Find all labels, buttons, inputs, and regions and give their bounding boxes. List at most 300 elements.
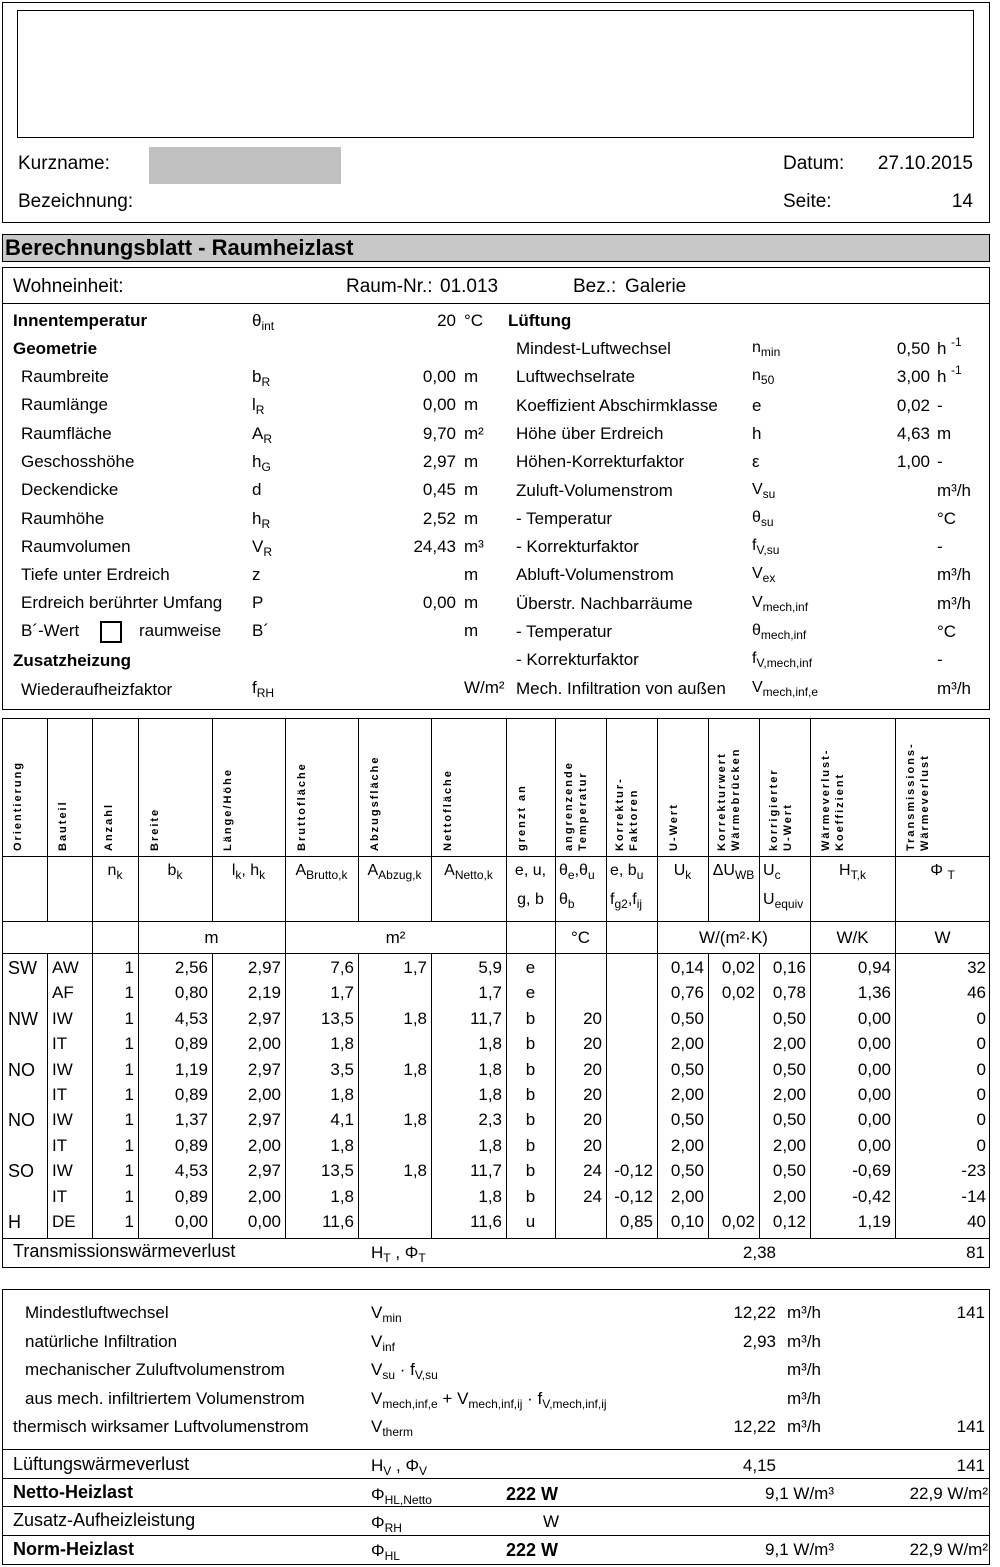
table-cell: 0,00: [857, 1135, 891, 1155]
param-symbol: $V_R$: [252, 536, 273, 559]
table-cell: 1: [124, 1212, 134, 1231]
innentemp-value: 20: [437, 311, 456, 330]
table-cell: 1,8: [403, 1161, 427, 1181]
vent-row-label: natürliche Infiltration: [25, 1331, 178, 1351]
kurzname-label: Kurzname:: [18, 153, 110, 174]
table-cell: 0,00: [857, 1059, 891, 1079]
table-cell: 0,12: [772, 1212, 806, 1231]
column-symbol: g, b: [517, 891, 544, 908]
vent-param-unit: °C: [937, 622, 957, 641]
vent-row-unit: m³/h: [787, 1388, 821, 1408]
column-header: Abzugsfläche: [369, 755, 381, 851]
column-unit: W/K: [836, 928, 869, 947]
vent-param-symbol: $V_{ex}$: [752, 565, 776, 586]
table-cell: 1,7: [330, 983, 354, 1003]
vent-param-unit: -: [937, 452, 943, 472]
table-cell: 1,8: [478, 1034, 502, 1054]
vent-param-symbol: $\theta_{mech,inf}$: [752, 622, 807, 642]
bauteil-cell: IW: [52, 1008, 73, 1028]
param-label: Raumhöhe: [21, 508, 105, 528]
table-cell: u: [525, 1212, 536, 1231]
vent-param-symbol: ε: [752, 452, 760, 472]
vent-row-symbol: $V_{mech,inf,e} + V_{mech,inf,ij} \cdot f_{V,mech,inf,ij}$: [371, 1388, 607, 1411]
vent-row-watt: 141: [956, 1303, 985, 1322]
vent-param-label: - Korrekturfaktor: [516, 650, 639, 670]
netto-m2: 22,9 W/m²: [909, 1484, 988, 1503]
table-cell: b: [525, 1161, 536, 1181]
raumweise-checkbox[interactable]: [100, 621, 122, 643]
table-cell: 0,00: [857, 1008, 891, 1028]
vent-param-symbol: $n_{min}$: [752, 339, 781, 359]
bauteil-cell: IW: [52, 1059, 73, 1079]
table-cell: 0,02: [721, 983, 755, 1003]
table-cell: 1,8: [330, 1085, 354, 1104]
table-cell: 0,50: [772, 1110, 806, 1130]
table-cell: 1,36: [857, 983, 891, 1003]
table-col-line: [358, 953, 359, 1238]
table-cell: 0,00: [857, 1034, 891, 1054]
table-cell: 2,00: [670, 1034, 704, 1054]
innentemp-label: Innentemperatur: [13, 311, 148, 330]
param-label: Geschosshöhe: [21, 451, 135, 471]
column-header: Breite: [149, 807, 161, 851]
wiederauf-label: Wiederaufheizfaktor: [21, 680, 173, 699]
param-value: 2,52: [422, 508, 456, 528]
orientation-cell: SO: [8, 1161, 35, 1182]
table-cell: 2,00: [670, 1186, 704, 1206]
trans-ht: 2,38: [742, 1243, 776, 1262]
netto-sym: $\Phi_{HL,Netto}$: [371, 1485, 432, 1507]
vent-param-label: Mindest-Luftwechsel: [516, 339, 671, 358]
table-col-line: [606, 718, 607, 921]
table-col-line: [92, 921, 93, 953]
vent-param-unit: h: [937, 339, 947, 358]
vent-param-label: - Korrekturfaktor: [516, 537, 639, 557]
column-header: Wärmeverlust: [919, 754, 931, 851]
bauteil-cell: DE: [52, 1212, 76, 1231]
param-symbol: P: [252, 593, 264, 613]
table-cell: 2,00: [247, 1135, 281, 1155]
seite-label: Seite:: [783, 191, 832, 212]
table-cell: 0,02: [721, 1212, 755, 1231]
orientation-cell: NW: [8, 1008, 38, 1029]
vent-row-label: thermisch wirksamer Luftvolumenstrom: [13, 1417, 309, 1436]
table-cell: 1,8: [403, 1008, 427, 1028]
table-cell: 11,7: [470, 1161, 502, 1181]
table-cell: 0,85: [619, 1212, 653, 1231]
table-cell: 2,97: [247, 1059, 281, 1079]
vent-param-unit: -: [937, 537, 943, 557]
column-symbol: $f_{g2},f_{ij}$: [610, 891, 643, 911]
table-cell: 2,00: [772, 1135, 806, 1155]
column-header: Orientierung: [12, 760, 24, 851]
column-header: Temperatur: [577, 771, 589, 851]
column-header: grenzt an: [516, 784, 528, 851]
table-cell: 2,97: [247, 1161, 281, 1181]
param-value: 2,97: [422, 451, 456, 471]
raum-nr-value: 01.013: [440, 276, 499, 297]
seite-value: 14: [951, 191, 973, 212]
column-header: Korrekturwert: [716, 752, 728, 851]
table-cell: 0,16: [772, 958, 806, 977]
table-cell: 0: [976, 1034, 986, 1054]
table-cell: 13,5: [320, 1008, 354, 1028]
table-cell: 24: [583, 1186, 602, 1206]
table-cell: b: [525, 1186, 536, 1206]
raumweise-label: raumweise: [139, 621, 222, 640]
table-col-line: [810, 718, 811, 921]
param-value: 0,00: [422, 367, 456, 386]
table-cell: 0,94: [857, 958, 891, 977]
vent-param-label: Höhe über Erdreich: [516, 423, 664, 443]
bauteil-cell: AF: [52, 983, 74, 1003]
table-cell: 2,3: [478, 1110, 502, 1130]
vent-param-symbol: $\theta_{su}$: [752, 508, 774, 529]
lueftung-heading: Lüftung: [508, 311, 572, 330]
orientation-cell: H: [8, 1212, 21, 1232]
vent-param-label: Überstr. Nachbarräume: [516, 593, 693, 613]
zusatz-w: W: [543, 1512, 560, 1531]
param-unit: m²: [464, 423, 484, 443]
vent-param-label: - Temperatur: [516, 508, 613, 528]
param-unit: m: [464, 593, 479, 613]
table-cell: 2,00: [670, 1085, 704, 1104]
norm-w: 222 W: [506, 1540, 559, 1560]
column-symbol: $n_k$: [107, 862, 123, 882]
table-col-line: [47, 718, 48, 921]
innentemp-sym: $\theta_{int}$: [252, 311, 275, 333]
table-cell: 0,89: [174, 1186, 208, 1206]
param-label: Raumbreite: [21, 367, 109, 386]
vent-row-unit: m³/h: [787, 1417, 821, 1436]
logo-area: [17, 10, 974, 138]
table-cell: 1,19: [857, 1212, 891, 1231]
bez-value: Galerie: [625, 276, 687, 297]
vent-row-symbol: $V_{su} \cdot f_{V,su}$: [371, 1360, 438, 1382]
vent-param-symbol: $V_{mech,inf,e}$: [752, 678, 819, 699]
table-cell: -0,12: [614, 1186, 653, 1206]
bauteil-cell: IT: [52, 1135, 68, 1155]
column-header: Nettofläche: [442, 769, 454, 851]
column-header: Bruttofläche: [296, 762, 308, 851]
param-label: Tiefe unter Erdreich: [21, 565, 170, 585]
bez-label: Bez.:: [573, 276, 617, 297]
netto-label: Netto-Heizlast: [13, 1482, 134, 1502]
column-header: Koeffizient: [834, 772, 846, 851]
column-header: Faktoren: [628, 788, 640, 851]
table-cell: -0,42: [852, 1186, 891, 1206]
table-cell: e: [525, 958, 536, 977]
table-cell: 32: [967, 958, 986, 977]
table-cell: 1: [124, 1085, 134, 1104]
table-cell: -0,12: [614, 1161, 653, 1181]
column-symbol: $\Delta U_{WB}$: [712, 862, 755, 882]
vent-param-symbol: $f_{V,mech,inf}$: [752, 650, 813, 671]
table-cell: 1: [124, 1110, 134, 1130]
vent-row-unit: m³/h: [787, 1331, 821, 1351]
column-header: korrigierter: [768, 768, 780, 851]
bauteil-cell: IT: [52, 1034, 68, 1054]
trans-label: Transmissionswärmeverlust: [13, 1241, 236, 1261]
bwert-label: B´-Wert: [21, 621, 80, 640]
table-cell: 1,7: [478, 983, 502, 1003]
table-cell: 0: [976, 1008, 986, 1028]
param-value: 0,45: [422, 480, 456, 500]
column-header: Korrektur-: [614, 777, 626, 851]
column-header: Länge/Höhe: [222, 768, 234, 851]
vent-param-label: Abluft-Volumenstrom: [516, 565, 674, 585]
table-cell: 0,50: [670, 1059, 704, 1079]
table-cell: 46: [967, 983, 986, 1003]
table-cell: 2,00: [772, 1186, 806, 1206]
column-symbol: $l_k$, $h_k$: [231, 862, 266, 882]
param-label: Raumvolumen: [21, 536, 131, 556]
table-cell: b: [525, 1110, 536, 1130]
table-cell: 1: [124, 1186, 134, 1206]
column-symbol: $U_{equiv}$: [763, 891, 804, 911]
table-cell: 4,53: [174, 1161, 208, 1181]
table-col-line: [92, 718, 93, 921]
orientation-cell: NO: [8, 1059, 35, 1080]
vent-param-symbol: $V_{mech,inf}$: [752, 593, 809, 614]
vent-param-label: - Temperatur: [516, 622, 613, 641]
innentemp-unit: °C: [464, 311, 484, 330]
column-symbol: e, $b_u$: [610, 862, 644, 882]
table-cell: b: [525, 1034, 536, 1054]
table-col-line: [358, 718, 359, 921]
table-col-line: [285, 718, 286, 921]
vent-param-symbol: $f_{V,su}$: [752, 537, 780, 558]
table-cell: -14: [961, 1186, 986, 1206]
vent-row-unit: m³/h: [787, 1360, 821, 1379]
table-cell: 1,8: [403, 1110, 427, 1130]
table-cell: b: [525, 1135, 536, 1155]
param-symbol: $h_R$: [252, 508, 271, 531]
wiederauf-unit: W/m²: [464, 678, 505, 697]
bezeichnung-label: Bezeichnung:: [18, 191, 134, 212]
vent-param-unit: h: [937, 367, 947, 387]
vent-row-value: 2,93: [742, 1331, 776, 1351]
trans-sym: $H_T$ , $\Phi_T$: [371, 1243, 426, 1265]
table-cell: 1: [124, 1034, 134, 1054]
lueft-hv: 4,15: [742, 1456, 776, 1475]
table-cell: 0,80: [174, 983, 208, 1003]
table-cell: 20: [583, 1034, 602, 1054]
table-cell: b: [525, 1085, 536, 1104]
lueft-sym: $H_V$ , $\Phi_V$: [371, 1456, 428, 1478]
table-cell: -23: [961, 1161, 986, 1181]
vent-row-unit: m³/h: [787, 1303, 821, 1322]
table-cell: 1,8: [330, 1186, 354, 1206]
table-cell: 2,56: [174, 958, 208, 977]
table-col-line: [759, 718, 760, 921]
column-header: U-Wert: [782, 803, 794, 851]
table-cell: 1,8: [478, 1085, 502, 1104]
table-cell: 0,50: [772, 1161, 806, 1181]
param-unit: m: [464, 395, 479, 415]
table-cell: 0,50: [772, 1059, 806, 1079]
bauteil-cell: AW: [52, 958, 79, 977]
table-cell: 0: [976, 1085, 986, 1104]
param-label: Raumlänge: [21, 395, 108, 415]
vent-param-label: Höhen-Korrekturfaktor: [516, 452, 685, 472]
table-cell: 0,89: [174, 1034, 208, 1054]
vent-row-value: 12,22: [733, 1303, 776, 1322]
norm-label: Norm-Heizlast: [13, 1539, 135, 1559]
table-cell: 1,8: [330, 1135, 354, 1155]
table-cell: 2,19: [247, 983, 281, 1003]
param-value: 0,00: [422, 395, 456, 415]
page-title: Berechnungsblatt - Raumheizlast: [2, 234, 990, 262]
table-cell: 2,00: [247, 1034, 281, 1054]
table-cell: 2,97: [247, 958, 281, 977]
param-value: 9,70: [422, 423, 456, 443]
column-unit: m²: [385, 928, 406, 947]
param-symbol: $l_R$: [252, 395, 265, 418]
vent-param-unit: m³/h: [937, 678, 971, 698]
table-col-line: [657, 718, 658, 921]
orientation-cell: NO: [8, 1110, 35, 1131]
param-unit: m³: [464, 536, 484, 556]
table-cell: 1: [124, 1008, 134, 1028]
table-cell: 1: [124, 1059, 134, 1079]
table-cell: 1,8: [403, 1059, 427, 1079]
vent-param-symbol: $V_{su}$: [752, 480, 776, 501]
table-cell: 0: [976, 1110, 986, 1130]
table-cell: 0,14: [670, 958, 704, 977]
table-rule: [2, 921, 990, 922]
table-cell: 2,00: [247, 1186, 281, 1206]
column-symbol: $\theta_b$: [559, 891, 575, 911]
table-col-line: [431, 718, 432, 921]
vent-row-label: Mindestluftwechsel: [25, 1303, 169, 1322]
vent-row-symbol: $V_{min}$: [371, 1303, 402, 1325]
vent-param-value: 3,00: [896, 367, 930, 387]
lueft-phi: 141: [956, 1456, 985, 1475]
column-unit: W: [934, 928, 951, 947]
table-cell: 0: [976, 1135, 986, 1155]
param-unit: m: [464, 367, 479, 386]
table-cell: 0,00: [857, 1085, 891, 1104]
table-col-line: [606, 921, 607, 953]
column-header: Wärmebrücken: [730, 747, 742, 851]
param-symbol: $A_R$: [252, 423, 273, 446]
table-cell: 20: [583, 1059, 602, 1079]
param-label: Deckendicke: [21, 480, 119, 500]
table-cell: 5,9: [478, 958, 502, 977]
param-label: Raumfläche: [21, 423, 112, 443]
table-cell: 13,5: [320, 1161, 354, 1181]
column-symbol: $A_{Brutto,k}$: [295, 862, 348, 882]
datum-value: 27.10.2015: [877, 153, 973, 174]
column-symbol: e, u,: [514, 862, 547, 879]
vent-param-unit: m: [937, 423, 952, 443]
vent-param-unit: m³/h: [937, 593, 971, 613]
params-frame: [2, 267, 990, 710]
table-cell: 0,50: [670, 1008, 704, 1028]
norm-m3: 9,1 W/m³: [765, 1540, 834, 1559]
table-cell: 7,6: [330, 958, 354, 977]
param-unit: m: [464, 565, 479, 585]
table-cell: 1: [124, 958, 134, 977]
table-cell: 1: [124, 1161, 134, 1181]
table-rule: [2, 856, 990, 857]
vent-row-value: 12,22: [733, 1417, 776, 1436]
param-value: 0,00: [422, 593, 456, 613]
vent-row-label: aus mech. infiltriertem Volumenstrom: [25, 1388, 305, 1408]
vent-param-label: Koeffizient Abschirmklasse: [516, 395, 718, 415]
column-unit: °C: [570, 928, 591, 947]
exponent: -1: [951, 363, 962, 378]
table-cell: 4,1: [330, 1110, 354, 1130]
norm-m2: 22,9 W/m²: [909, 1540, 988, 1559]
norm-sym: $\Phi_{HL}$: [371, 1541, 400, 1563]
table-col-line: [138, 718, 139, 921]
table-cell: 40: [967, 1212, 986, 1231]
table-cell: 2,97: [247, 1008, 281, 1028]
table-cell: -0,69: [852, 1161, 891, 1181]
column-symbol: $A_{Abzug,k}$: [367, 862, 422, 882]
vent-param-label: Mech. Infiltration von außen: [516, 678, 726, 698]
datum-label: Datum:: [783, 153, 845, 174]
bauteil-cell: IT: [52, 1186, 68, 1206]
table-cell: 0,50: [772, 1008, 806, 1028]
table-cell: 0,76: [670, 983, 704, 1003]
table-cell: 0,89: [174, 1085, 208, 1104]
vent-param-unit: m³/h: [937, 565, 971, 585]
vent-param-value: 1,00: [896, 452, 930, 472]
wohneinheit-label: Wohneinheit:: [13, 276, 124, 297]
table-cell: 11,7: [470, 1008, 502, 1028]
table-cell: 0: [976, 1059, 986, 1079]
vent-row-symbol: $V_{therm}$: [371, 1417, 414, 1439]
param-unit: m: [464, 508, 479, 528]
column-symbol: $H_{T,k}$: [839, 862, 866, 882]
table-col-line: [708, 718, 709, 921]
column-symbol: $b_k$: [167, 862, 183, 882]
table-cell: 2,00: [772, 1085, 806, 1104]
column-header: Wärmeverlust-: [820, 748, 832, 851]
table-cell: 1: [124, 1135, 134, 1155]
vent-param-symbol: $n_{50}$: [752, 367, 775, 388]
kurzname-redacted: [149, 147, 341, 184]
param-label: Erdreich berührter Umfang: [21, 593, 223, 613]
column-header: Transmissions-: [905, 742, 917, 851]
bwert-sym: B´: [252, 621, 269, 640]
table-cell: 4,53: [174, 1008, 208, 1028]
vent-param-symbol: e: [752, 395, 762, 415]
table-cell: b: [525, 1059, 536, 1079]
table-cell: 2,00: [247, 1085, 281, 1104]
bauteil-cell: IT: [52, 1085, 68, 1104]
orientation-cell: SW: [8, 958, 37, 978]
netto-w: 222 W: [506, 1484, 559, 1504]
table-col-line: [555, 718, 556, 921]
table-cell: 1,8: [478, 1186, 502, 1206]
column-symbol: $A_{Netto,k}$: [444, 862, 493, 882]
zusatz-sym: $\Phi_{RH}$: [371, 1513, 402, 1535]
vent-param-label: Luftwechselrate: [516, 367, 636, 387]
table-col-line: [47, 953, 48, 1238]
param-unit: m: [464, 480, 479, 500]
table-col-line: [212, 718, 213, 921]
param-symbol: $h_G$: [252, 451, 271, 474]
table-cell: 0,00: [857, 1110, 891, 1130]
table-cell: 20: [583, 1085, 602, 1104]
zusatzheizung-heading: Zusatzheizung: [13, 651, 132, 670]
table-cell: 2,00: [670, 1135, 704, 1155]
table-cell: 1,19: [174, 1059, 208, 1079]
